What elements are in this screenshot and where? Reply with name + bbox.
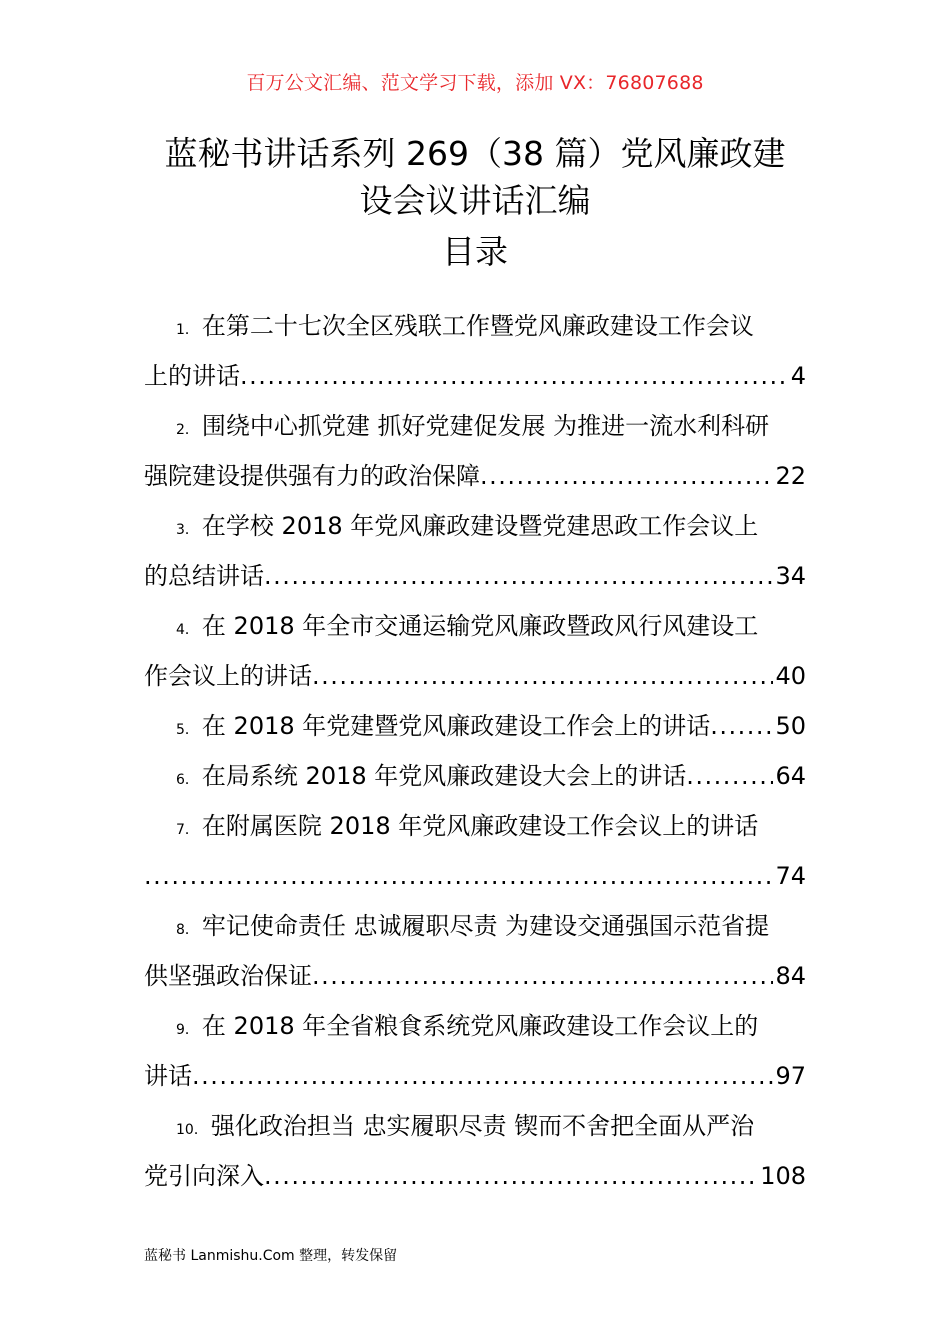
leader-dots (312, 951, 773, 1001)
toc-entry-7-cont[interactable] (144, 851, 806, 901)
toc-entry-10-cont[interactable] (144, 1151, 806, 1201)
toc-entry-9[interactable] (144, 1001, 806, 1051)
toc-page: 40 (775, 662, 806, 690)
toc-entry-2[interactable] (144, 401, 806, 451)
toc-entry-8-cont[interactable] (144, 951, 806, 1001)
leader-dots (264, 551, 773, 601)
toc-entry-6[interactable] (144, 751, 806, 801)
leader-dots (240, 351, 789, 401)
toc-number: 9． (176, 1022, 199, 1038)
toc-page: 34 (775, 562, 806, 590)
toc-number: 1． (176, 322, 199, 338)
toc-entry-10[interactable] (144, 1101, 806, 1151)
toc-page: 84 (775, 962, 806, 990)
toc-page: 108 (760, 1162, 806, 1190)
toc-entry-5[interactable] (144, 701, 806, 751)
toc-entry-8[interactable] (144, 901, 806, 951)
toc-number: 4． (176, 622, 199, 638)
toc-title: 在第二十七次全区残联工作暨党风廉政建设工作会议 (201, 312, 754, 340)
toc-number: 5． (176, 722, 199, 738)
title-line-2: 设会议讲话汇编 (359, 181, 591, 220)
title-line-1: 蓝秘书讲话系列 269（38 篇）党风廉政建 (164, 134, 786, 173)
document-title (140, 130, 810, 224)
toc-entry-7[interactable] (144, 801, 806, 851)
toc-title: 围绕中心抓党建 抓好党建促发展 为推进一流水利科研 (201, 412, 770, 440)
leader-dots (192, 1051, 773, 1101)
toc-page: 64 (775, 762, 806, 790)
toc-entry-4-cont[interactable] (144, 651, 806, 701)
toc-number: 2． (176, 422, 199, 438)
toc-title-cont: 的总结讲话 (144, 562, 264, 590)
toc-entry-2-cont[interactable] (144, 451, 806, 501)
toc-title-cont: 党引向深入 (144, 1162, 264, 1190)
leader-dots (144, 851, 773, 901)
toc-heading: 目录 (442, 232, 508, 271)
toc-title: 牢记使命责任 忠诚履职尽责 为建设交通强国示范省提 (201, 912, 770, 940)
toc-entry-4[interactable] (144, 601, 806, 651)
toc-title: 在 2018 年党建暨党风廉政建设工作会上的讲话 (201, 712, 711, 740)
toc-title: 在学校 2018 年党风廉政建设暨党建思政工作会议上 (201, 512, 759, 540)
toc-entry-3[interactable] (144, 501, 806, 551)
toc-number: 8． (176, 922, 199, 938)
toc-number: 7． (176, 822, 199, 838)
toc-entry-1[interactable] (144, 301, 806, 351)
toc-title: 在 2018 年全市交通运输党风廉政暨政风行风建设工 (201, 612, 759, 640)
toc-title: 强化政治担当 忠实履职尽责 锲而不舍把全面从严治 (210, 1112, 755, 1140)
toc-number: 10． (176, 1122, 208, 1138)
leader-dots (686, 751, 773, 801)
toc-entry-9-cont[interactable] (144, 1051, 806, 1101)
leader-dots (480, 451, 773, 501)
toc-page: 97 (775, 1062, 806, 1090)
toc-entry-3-cont[interactable] (144, 551, 806, 601)
toc-entry-1-cont[interactable] (144, 351, 806, 401)
table-of-contents (144, 301, 806, 1201)
footer-note: 蓝秘书 Lanmishu.Com 整理，转发保留 (144, 1248, 398, 1264)
toc-title-cont: 讲话 (144, 1062, 192, 1090)
toc-page: 74 (775, 862, 806, 890)
toc-number: 6． (176, 772, 199, 788)
toc-title: 在 2018 年全省粮食系统党风廉政建设工作会议上的 (201, 1012, 759, 1040)
toc-title-cont: 作会议上的讲话 (144, 662, 312, 690)
toc-page: 50 (775, 712, 806, 740)
leader-dots (264, 1151, 758, 1201)
toc-number: 3． (176, 522, 199, 538)
toc-title: 在附属医院 2018 年党风廉政建设工作会议上的讲话 (201, 812, 759, 840)
toc-page: 22 (775, 462, 806, 490)
header-note: 百万公文汇编、范文学习下载，添加 VX：76807688 (246, 72, 704, 94)
leader-dots (312, 651, 773, 701)
toc-title: 在局系统 2018 年党风廉政建设大会上的讲话 (201, 762, 687, 790)
leader-dots (710, 701, 773, 751)
toc-title-cont: 上的讲话 (144, 362, 240, 390)
toc-page: 4 (790, 362, 806, 390)
toc-title-cont: 强院建设提供强有力的政治保障 (144, 462, 480, 490)
toc-title-cont: 供坚强政治保证 (144, 962, 312, 990)
